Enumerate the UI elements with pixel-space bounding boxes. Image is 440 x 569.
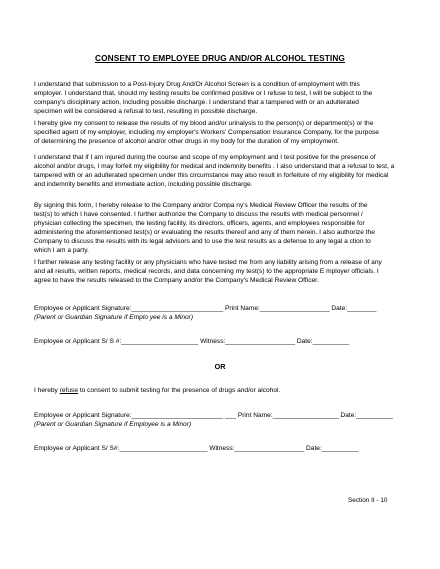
paragraph-submission xyxy=(34,80,412,116)
form-title: CONSENT TO EMPLOYEE DRUG AND/OR ALCOHOL TESTING xyxy=(95,53,345,63)
text-line: specified agent of my employer, including my employer's Workers' Compensation Insurance Company, for the purpose xyxy=(34,129,379,137)
section-footer: Section II - 10 xyxy=(348,497,388,504)
ssn-witness-row-consent[interactable]: Employee or Applicant S/ S #:_____________________ Witness:___________________ Date:__________ xyxy=(34,338,350,345)
text-line: alcohol and/or drugs, I may forfeit my eligibility for medical and indemnity benefits . I also understand that a refusal to test, a xyxy=(34,163,395,171)
refuse-prefix: I hereby xyxy=(34,387,60,394)
text-line: I understand that if I am injured during the course and scope of my employment and I test positive for the presence of xyxy=(34,154,376,161)
or-separator: OR xyxy=(214,362,226,371)
paragraph-injury-forfeit xyxy=(34,153,412,189)
text-line: administering the aforementioned test(s) or evaluating the results thereof and any of them herein. I also authorize the xyxy=(34,229,375,237)
guardian-note-consent: (Parent or Guardian Signature if Emplo yee is a Minor) xyxy=(34,314,194,321)
text-line: which I am a party. xyxy=(34,247,89,255)
signature-row-consent[interactable]: Employee or Applicant Signature:_________________________ Print Name:___________________ Date:________ xyxy=(34,305,377,312)
text-line: specimen will be considered a refusal to test, resulting in possible discharge. xyxy=(34,108,258,116)
text-line: and all results, written reports, medical records, and data concerning my test(s) to the appropriate E mployer officials. I xyxy=(34,268,379,276)
text-line: I understand that submission to a Post-Injury Drug And/Or Alcohol Screen is a condition of employment with this xyxy=(34,81,360,88)
text-line: Company to discuss the results with its legal advisors and to use the test results as a defense to any legal a ction to xyxy=(34,238,371,246)
refuse-statement xyxy=(34,386,414,395)
guardian-note-refusal: (Parent or Guardian Signature if Employee is a Minor) xyxy=(34,421,192,428)
refuse-suffix: to consent to submit testing for the presence of drugs and/or alcohol. xyxy=(78,387,281,394)
refuse-word: refuse xyxy=(59,387,78,394)
ssn-witness-row-refusal[interactable]: Employee or Applicant S/ S#:________________________ Witness:___________________ Date:__________ xyxy=(34,445,359,452)
paragraph-authorization xyxy=(34,201,412,256)
text-line: company's disciplinary action, including possible discharge. I understand that a tampered with or an adulterated xyxy=(34,99,359,107)
text-line: I hereby give my consent to release the results of my blood and/or urinalysis to the person(s) or department(s) or the xyxy=(34,120,374,127)
text-line: physician collecting the specimen, the testing facility, its directors, officers, agents, and employees responsible for xyxy=(34,220,365,228)
text-line: of determining the presence of alcohol and/or other drugs in my body for the duration of my employment. xyxy=(34,138,339,146)
text-line: employer. I understand that, should my testing results be confirmed positive or I refuse to test, I will be subject to the xyxy=(34,90,373,98)
paragraph-release-consent xyxy=(34,119,412,146)
text-line: and indemnity benefits and immediate action, including possible discharge. xyxy=(34,181,253,189)
text-line: test(s) to which I have consented. I further authorize the Company to discuss the results with medical personnel / xyxy=(34,211,363,219)
text-line: I further release any testing facility or any physicians who have tested me from any liability arising from a release of any xyxy=(34,259,382,266)
text-line: tampered with or an adulterated specimen under this circumstance may also result in forfeiture of my eligibility for medical xyxy=(34,172,389,180)
signature-row-refusal[interactable]: Employee or Applicant Signature:_________________________ ___ Print Name:__________________ Date:__________ xyxy=(34,412,393,419)
paragraph-liability-release xyxy=(34,258,412,285)
text-line: By signing this form, I hereby release to the Company and/or Compa ny's Medical Review Officer the results of the xyxy=(34,202,368,209)
text-line: agree to have the results released to the Company and/or the Company's Medical Review Officer. xyxy=(34,277,319,285)
